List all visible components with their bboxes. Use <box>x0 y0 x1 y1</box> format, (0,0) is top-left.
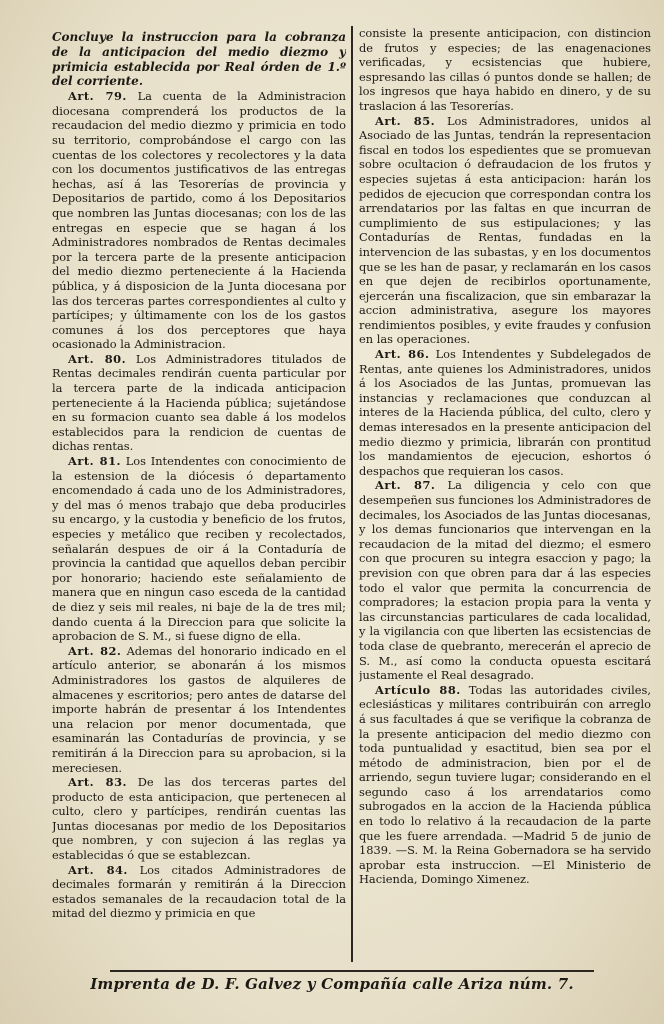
article-paragraph <box>359 683 651 887</box>
right-column <box>359 26 651 965</box>
article-text: Todas las autoridades civiles, eclesiásticas y militares contribuirán con arreglo á sus facultades á que se verifique la cobranza de la presente anticipacion del medio diezmo con toda puntualidad y esactitud, bien sea por el método de administracion, bien por el de arriendo, segun tuviere lugar; considerando en el segundo caso á los arrendatarios como subrogados en la accion de la Hacienda pública en todo lo relativo á la recaudacion de la parte que les fuere arrendada. —Madrid 5 de junio de 1839. —S. M. la Reina Gobernadora se ha servido aprobar esta instruccion. —El Ministerio de Hacienda, Domingo Ximenez. <box>359 682 651 887</box>
article-number: Art. 83. <box>68 775 127 790</box>
article-text: De las dos terceras partes del producto de esta anticipacion, que pertenecen al culto, clero y partícipes, rendirán cuentas las Juntas diocesanas por medio de los Depositarios que nombren, y con sujecion á las reglas ya establecidas ó que se establezcan. <box>52 775 346 863</box>
column-divider <box>351 26 353 962</box>
right-articles <box>359 26 651 887</box>
article-paragraph <box>359 347 651 478</box>
article-paragraph <box>52 775 346 863</box>
article-number: Art. 84. <box>68 862 128 877</box>
article-paragraph <box>52 454 346 644</box>
article-number: Art. 82. <box>68 643 122 658</box>
article-paragraph <box>359 478 651 682</box>
article-text: Los Administradores, unidos al Asociado de las Juntas, tendrán la representacion fiscal en todos los espedientes que se promuevan sobre ocultacion ó defraudacion de los frutos y especies sujetas á esta anticipacion: harán los pedidos de ejecucion que correspondan contra los arrendatarios por las faltas en que incurran de cumplimiento de sus estipulaciones; y las Contadurías de Rentas, fundadas en la intervencion de las subastas, y en los documentos que se les han de pasar, y reclamarán en los casos en que dejen de recibirlos oportunamente, ejercerán una fiscalizacion, que sin embarazar la accion administrativa, asegure los mayores rendimientos posibles, y evite fraudes y confusion en las operaciones. <box>359 113 651 347</box>
footer-rule <box>110 970 594 972</box>
article-text: Los Administradores titulados de Rentas decimales rendirán cuenta particular por la tercera parte de la indicada anticipacion perteneciente á la Hacienda pública; sujetándose en su formacion cuanto sea dable á los modelos establecidos para la rendicion de cuentas de dichas rentas. <box>52 351 346 454</box>
left-articles <box>52 89 346 921</box>
document-heading: Concluye la instruccion para la cobranza de la anticipacion del medio diezmo y primicia establecida por Real órden de 1.º del corriente. <box>52 30 346 89</box>
article-number: Art. 85. <box>375 113 436 128</box>
article-number: Art. 86. <box>375 347 430 362</box>
article-paragraph <box>52 89 346 352</box>
article-text: Los Intendentes con conocimiento de la estension de la diócesis ó departamento encomendado á cada uno de los Administradores, y del mas ó menos trabajo que deba producirles su encargo, y la custodia y beneficio de los frutos, especies y metálico que reciben y recolectados, señalarán despues de oir á la Contaduría de provincia la cantidad que aquellos deban percibir por honorario; haciendo este señalamiento de manera que en ningun caso esceda de la cantidad de diez y seis mil reales, ni baje de la de tres mil; dando cuenta á la Direccion para que solicite la aprobacion de S. M., si fuese digno de ella. <box>52 454 346 644</box>
article-text: Los citados Administradores de decimales formarán y remitirán á la Direccion estados semanales de la recaudacion total de la mitad del diezmo y primicia en que <box>52 862 346 921</box>
article-text: La cuenta de la Administracion diocesana comprenderá los productos de la recaudacion del medio diezmo y primicia en todo su territorio, comprobándose el cargo con las cuentas de los colectores y recolectores y la data con los documentos justificativos de las entregas hechas, así á las Tesorerías de provincia y Depositarios de partido, como á los Depositarios que nombren las Juntas diocesanas; con los de las entregas en especie que se hagan á los Administradores nombrados de Rentas decimales por la tercera parte de la presente anticipacion del medio diezmo perteneciente á la Hacienda pública, y á disposicion de la Junta diocesana por las dos terceras partes correspondientes al culto y partícipes; y últimamente con los de los gastos comunes á los dos perceptores que haya ocasionado la Administracion. <box>52 89 346 352</box>
article-text: Ademas del honorario indicado en el artículo anterior, se abonarán á los mismos Administradores los gastos de alquileres de almacenes y escritorios; pero antes de datarse del importe habrán de presentar á los Intendentes una relacion por menor documentada, que esaminarán las Contadurías de provincia, y se remitirán á la Direccion para su aprobacion, si la mereciesen. <box>52 643 346 775</box>
article-paragraph <box>52 644 346 775</box>
article-number: Art. 81. <box>68 454 121 469</box>
article-number: Art. 87. <box>375 478 436 493</box>
article-text: consiste la presente anticipacion, con distincion de frutos y especies; de las enagenaciones verificadas, y ecsistencias que hubiere, espresando las cillas ó puntos donde se hallen; de los ingresos que haya habido en dinero, y de su traslacion á las Tesorerías. <box>359 26 651 113</box>
article-paragraph <box>359 114 651 348</box>
article-paragraph <box>359 26 651 114</box>
left-column <box>52 30 346 965</box>
article-number: Art. 80. <box>68 351 127 366</box>
article-text: Los Intendentes y Subdelegados de Rentas, ante quienes los Administradores, unidos á los Asociados de las Juntas, promuevan las instancias y reclamaciones que conduzcan al interes de la Hacienda pública, del culto, clero y demas interesados en la presente anticipacion del medio diezmo y primicia, librarán con prontitud los mandamientos de ejecucion, eshortos ó despachos que requieran los casos. <box>359 347 651 478</box>
printer-imprint: Imprenta de D. F. Galvez y Compañía calle Ariza núm. 7. <box>90 975 574 993</box>
article-text: La diligencia y celo con que desempeñen sus funciones los Administradores de decimales, los Asociados de las Juntas diocesanas, y los demas funcionarios que intervengan en la recaudacion de la mitad del diezmo; el esmero con que procuren su integra esaccion y pago; la prevision con que obren para dar á las especies todo el valor que permita la concurrencia de compradores; la estacion propia para la venta y las circunstancias particulares de cada localidad, y la vigilancia con que liberten las ecsistencias de toda clase de quebranto, merecerán el aprecio de S. M., así como la conducta opuesta escitará justamente el Real desagrado. <box>359 478 651 683</box>
article-number: Artículo 88. <box>375 682 461 697</box>
article-number: Art. 79. <box>68 89 127 104</box>
article-paragraph <box>52 863 346 921</box>
article-paragraph <box>52 352 346 454</box>
